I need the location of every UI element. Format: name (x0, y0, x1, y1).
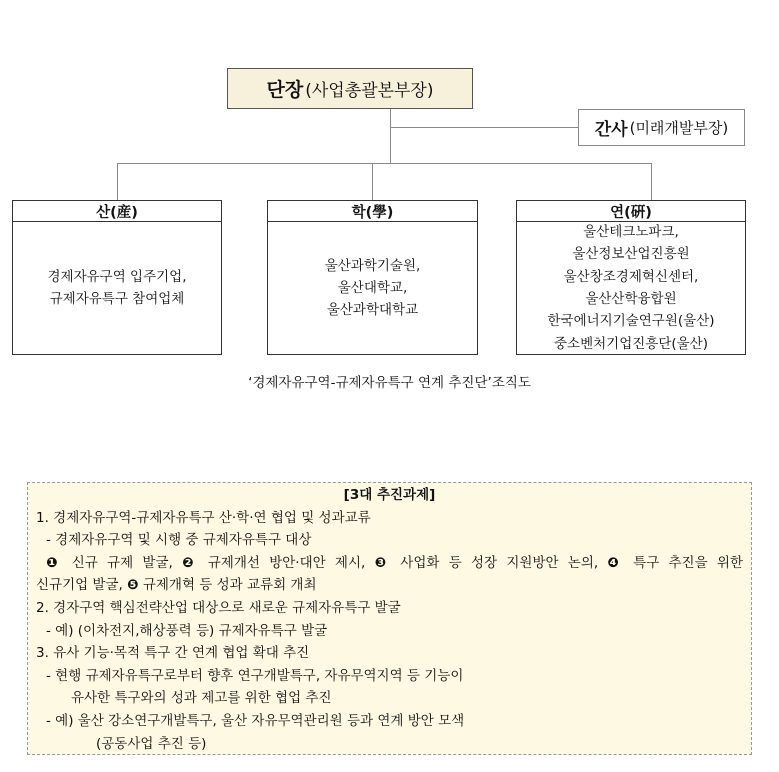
task-3-sub-2-cont: (공동사업 추진 등) (96, 735, 207, 752)
member: 울산정보산업진흥원 (572, 246, 690, 263)
task-1-details (36, 552, 743, 575)
bullet-2: ❷ (182, 554, 199, 571)
member: 중소벤처기업진흥단(울산) (554, 335, 708, 352)
tasks-title: [3대 추진과제] (343, 487, 436, 503)
academia-header: 학(學) (268, 201, 477, 222)
detail-text: 신규기업 발굴, (36, 577, 128, 594)
detail-text: 신규 규제 발굴, (62, 554, 183, 571)
member: 울산산학융합원 (585, 291, 677, 307)
task-1-heading: 1. 경제자유구역-규제자유특구 산·학·연 협업 및 성과교류 (36, 509, 371, 526)
secretary-subtitle: (미래개발부장) (629, 119, 729, 137)
member: 울산과학기술원, (324, 258, 421, 274)
detail-text: 사업화 등 성장 지원방안 논의, (391, 554, 608, 571)
academia-column (267, 200, 478, 355)
task-3-sub-2: - 예) 울산 강소연구개발특구, 울산 자유무역관리원 등과 연계 방안 모색 (46, 712, 465, 729)
member: 경제자유구역 입주기업, (47, 269, 187, 285)
connector-horizontal (117, 163, 652, 164)
task-3-sub-1-cont: 유사한 특구와의 성과 제고를 위한 협업 추진 (71, 690, 332, 707)
task-1-sub: - 경제자유구역 및 시행 중 규제자유특구 대상 (46, 532, 312, 549)
bullet-5: ❺ (127, 577, 139, 594)
member: 규제자유특구 참여업체 (49, 291, 185, 307)
connector-trunk (390, 109, 391, 164)
secretary-title: 간사 (594, 120, 628, 140)
task-2-sub: - 예) (이차전지,해상풍력 등) 규제자유특구 발굴 (46, 622, 328, 639)
research-column (516, 200, 746, 355)
member: 울산창조경제혁신센터, (563, 268, 699, 285)
bullet-1: ❶ (46, 554, 63, 571)
detail-text: 규제개혁 등 성과 교류회 개최 (138, 577, 317, 594)
academia-members (268, 222, 477, 354)
research-header: 연(硏) (517, 201, 745, 222)
industry-header: 산(産) (13, 201, 221, 222)
leader-box (227, 68, 473, 109)
connector-right (651, 163, 652, 200)
connector-left (117, 163, 118, 200)
member: 울산과학대학교 (326, 302, 419, 318)
detail-text: 특구 추진을 위한 (623, 554, 743, 571)
detail-text: 규제개선 방안·대안 제시, (198, 554, 375, 571)
member: 한국에너지기술연구원(울산) (547, 313, 715, 330)
task-1-details-cont (36, 574, 743, 597)
bullet-4: ❹ (607, 554, 624, 571)
org-chart-caption: ‘경제자유구역-규제자유특구 연계 추진단’조직도 (248, 375, 531, 391)
task-2-heading: 2. 경자구역 핵심전략산업 대상으로 새로운 규제자유특구 발굴 (36, 599, 401, 616)
industry-column (12, 200, 222, 355)
connector-secretary (390, 127, 578, 128)
task-3-heading: 3. 유사 기능·목적 특구 간 연계 협업 확대 추진 (36, 645, 310, 662)
task-3-sub-1: - 현행 규제자유특구로부터 향후 연구개발특구, 자유무역지역 등 기능이 (46, 667, 464, 684)
bullet-3: ❸ (374, 554, 392, 571)
member: 울산대학교, (337, 280, 408, 296)
industry-members (13, 222, 221, 354)
connector-center (372, 163, 373, 200)
leader-subtitle: (사업총괄본부장) (305, 81, 434, 101)
tasks-box (27, 482, 752, 755)
secretary-box (578, 109, 745, 146)
research-members (517, 222, 745, 354)
leader-title: 단장 (266, 79, 304, 101)
member: 울산테크노파크, (583, 224, 679, 241)
